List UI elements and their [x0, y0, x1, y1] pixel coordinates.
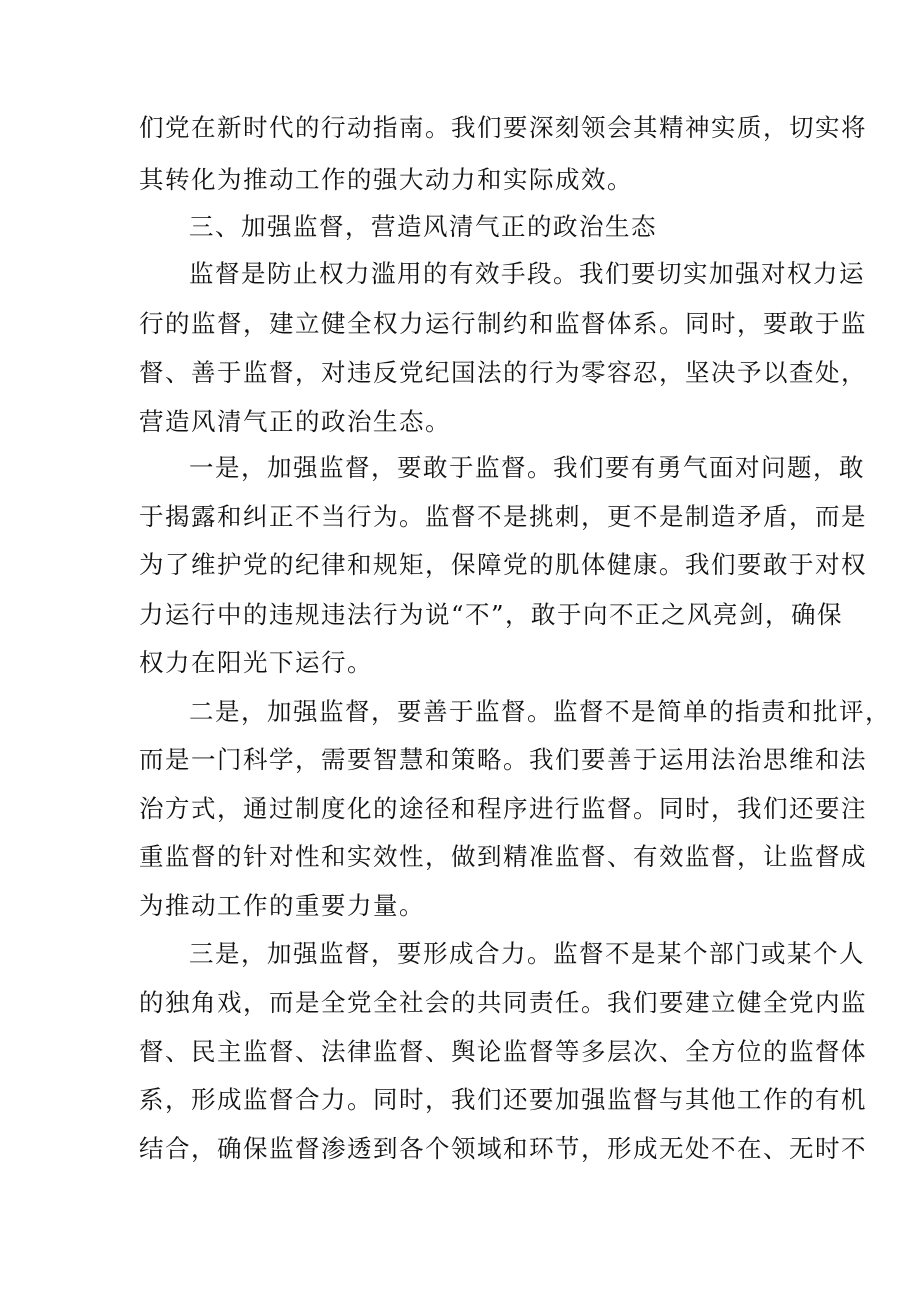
- text-line: 而是一门科学，需要智慧和策略。我们要善于运用法治思维和法: [139, 745, 867, 774]
- text-line: 重监督的针对性和实效性，做到精准监督、有效监督，让监督成: [139, 842, 867, 871]
- text-line: 行的监督，建立健全权力运行制约和监督体系。同时，要敢于监: [139, 309, 867, 338]
- text-line: 监督是防止权力滥用的有效手段。我们要切实加强对权力运: [189, 259, 865, 288]
- text-line: 其转化为推动工作的强大动力和实际成效。: [139, 165, 633, 194]
- text-line: 督、善于监督，对违反党纪国法的行为零容忍，坚决予以查处，: [139, 358, 867, 387]
- text-line: 于揭露和纠正不当行为。监督不是挑刺，更不是制造矛盾，而是: [139, 502, 867, 531]
- text-line: 的独角戏，而是全党全社会的共同责任。我们要建立健全党内监: [139, 988, 867, 1017]
- text-line: 二是，加强监督，要善于监督。监督不是简单的指责和批评，: [189, 697, 891, 726]
- text-line: 们党在新时代的行动指南。我们要深刻领会其精神实质，切实将: [139, 113, 867, 142]
- text-line: 治方式，通过制度化的途径和程序进行监督。同时，我们还要注: [139, 794, 867, 823]
- text-line: 三是，加强监督，要形成合力。监督不是某个部门或某个人: [189, 939, 865, 968]
- text-line: 为了维护党的纪律和规矩，保障党的肌体健康。我们要敢于对权: [139, 550, 867, 579]
- text-line: 力运行中的违规违法行为说“不”，敢于向不正之风亮剑，确保: [139, 600, 844, 629]
- text-line: 系，形成监督合力。同时，我们还要加强监督与其他工作的有机: [139, 1085, 867, 1114]
- section-heading: 三、加强监督，营造风清气正的政治生态: [189, 212, 657, 241]
- text-line: 为推动工作的重要力量。: [139, 891, 425, 920]
- text-line: 督、民主监督、法律监督、舆论监督等多层次、全方位的监督体: [139, 1037, 867, 1066]
- text-line: 结合，确保监督渗透到各个领域和环节，形成无处不在、无时不: [139, 1134, 867, 1163]
- text-line: 营造风清气正的政治生态。: [139, 407, 451, 436]
- text-line: 一是，加强监督，要敢于监督。我们要有勇气面对问题，敢: [189, 453, 865, 482]
- text-line: 权力在阳光下运行。: [139, 648, 373, 677]
